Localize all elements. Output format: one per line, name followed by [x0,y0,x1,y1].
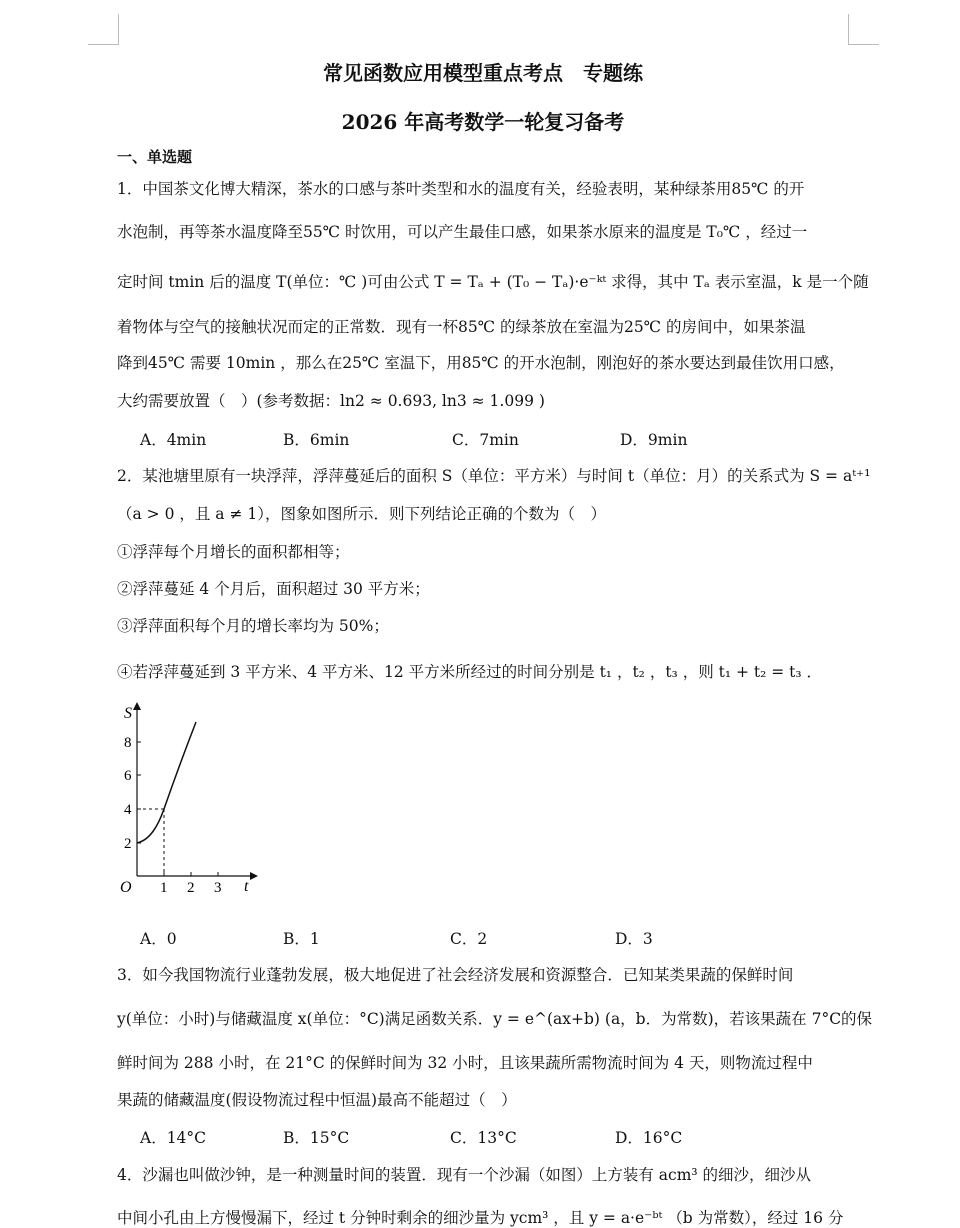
q1-line: 降到45℃ 需要 10min ，那么在25℃ 室温下，用85℃ 的开水泡制，刚泡好的茶水要达到最佳饮用口感， [117,354,845,372]
q3-line: 果蔬的储藏温度(假设物流过程中恒温)最高不能超过（ ） [117,1091,517,1109]
q4-line: 4．沙漏也叫做沙钟，是一种测量时间的装置．现有一个沙漏（如图）上方装有 acm³ 的细沙，细沙从 [117,1166,812,1184]
q2-line: （a > 0 ，且 a ≠ 1），图象如图所示．则下列结论正确的个数为（ ） [117,505,606,523]
y-tick-label: 6 [124,768,132,784]
q2-statement: ①浮萍每个月增长的面积都相等； [117,543,350,561]
section-heading: 一、单选题 [117,148,193,166]
q3-line: 鲜时间为 288 小时，在 21°C 的保鲜时间为 32 小时，且该果蔬所需物流时间为 4 天，则物流过程中 [117,1054,813,1072]
y-tick-label: 8 [124,735,132,751]
origin-label: O [120,879,132,896]
y-tick-label: 2 [124,836,132,852]
q1-option-b[interactable]: B．6min [283,431,350,449]
q3-option-a[interactable]: A．14°C [140,1129,207,1147]
q3-option-b[interactable]: B．15°C [283,1129,350,1147]
q3-line: 3．如今我国物流行业蓬勃发展，极大地促进了社会经济发展和资源整合．已知某类果蔬的保鲜时间 [117,966,794,984]
q2-statement: ④若浮萍蔓延到 3 平方米、4 平方米、12 平方米所经过的时间分别是 t₁ ，t₂ ，t₃ ，则 t₁ + t₂ = t₃ ． [117,663,823,681]
y-axis-arrow [133,702,141,710]
page-corner-mark [848,14,879,45]
q2-option-a[interactable]: A．0 [140,930,177,948]
y-tick-label: 4 [124,802,132,818]
q2-option-c[interactable]: C．2 [450,930,488,948]
x-tick-label: 3 [214,880,222,896]
x-tick-label: 2 [187,880,195,896]
q1-line: 着物体与空气的接触状况而定的正常数．现有一杯85℃ 的绿茶放在室温为25℃ 的房间中，如果茶温 [117,318,806,336]
q3-option-c[interactable]: C．13°C [450,1129,517,1147]
page-title: 常见函数应用模型重点考点 专题练 [323,61,643,85]
q2-statement: ②浮萍蔓延 4 个月后，面积超过 30 平方米； [117,580,430,598]
page-subtitle: 2026 年高考数学一轮复习备考 [341,110,625,134]
q2-line: 2．某池塘里原有一块浮萍，浮萍蔓延后的面积 S（单位：平方米）与时间 t（单位：月）的关系式为 S = aᵗ⁺¹ [117,467,871,485]
q1-option-c[interactable]: C．7min [452,431,519,449]
q1-line: 水泡制，再等茶水温度降至55℃ 时饮用，可以产生最佳口感，如果茶水原来的温度是 T₀℃ ，经过一 [117,223,808,241]
q3-option-d[interactable]: D．16°C [615,1129,683,1147]
q1-line: 定时间 tmin 后的温度 T(单位：℃ )可由公式 T = Tₐ + (T₀ − Tₐ)·e⁻ᵏᵗ 求得，其中 Tₐ 表示室温，k 是一个随 [117,273,869,291]
q2-option-b[interactable]: B．1 [283,930,320,948]
growth-graph [110,698,270,908]
x-tick-label: 1 [160,880,168,896]
q1-line: 1．中国茶文化博大精深，茶水的口感与茶叶类型和水的温度有关，经验表明，某种绿茶用85℃ 的开 [117,180,805,198]
page-corner-mark [88,14,119,45]
y-axis-label: S [124,705,132,722]
x-axis-label: t [244,878,249,895]
q4-line: 中间小孔由上方慢慢漏下，经过 t 分钟时剩余的细沙量为 ycm³ ，且 y = a·e⁻ᵇᵗ （b 为常数），经过 16 分 [117,1209,844,1227]
x-axis-arrow [250,872,258,880]
q3-line: y(单位：小时)与储藏温度 x(单位：°C)满足函数关系．y = e^(ax+b) (a，b．为常数)，若该果蔬在 7°C的保 [117,1010,873,1028]
q1-option-d[interactable]: D．9min [620,431,688,449]
q2-statement: ③浮萍面积每个月的增长率均为 50%； [117,617,389,635]
growth-curve [137,722,196,843]
q1-option-a[interactable]: A．4min [140,431,207,449]
q1-line: 大约需要放置（ ）(参考数据：ln2 ≈ 0.693, ln3 ≈ 1.099 ) [117,392,545,410]
q2-option-d[interactable]: D．3 [615,930,653,948]
